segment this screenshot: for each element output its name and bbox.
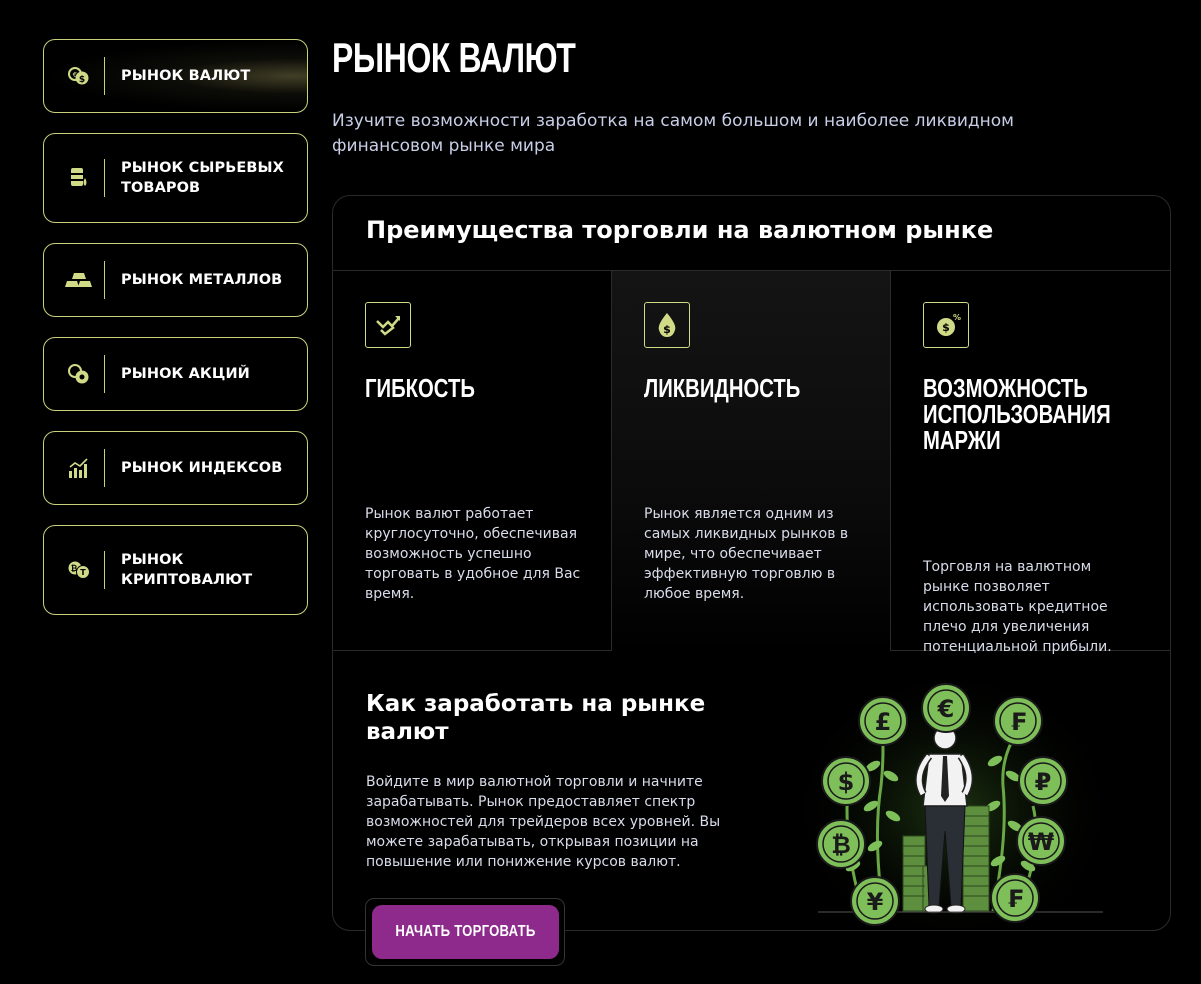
sidebar-item-metals[interactable] xyxy=(43,243,308,317)
advantage-title: ЛИКВИДНОСТЬ xyxy=(644,373,801,403)
stock-coins-icon xyxy=(68,363,90,385)
currency-coin xyxy=(1019,757,1067,805)
page-title: РЫНОК ВАЛЮТ xyxy=(332,34,576,81)
gold-bars-icon xyxy=(68,269,90,291)
sidebar-item-label: РЫНОК КРИПТОВАЛЮТ xyxy=(121,552,253,588)
svg-text:€: € xyxy=(72,71,78,79)
svg-text:T: T xyxy=(80,568,86,577)
svg-text:₿: ₿ xyxy=(70,564,78,573)
coin-percent-icon xyxy=(923,302,969,348)
svg-text:$: $ xyxy=(837,768,855,796)
crypto-coins-icon xyxy=(68,559,90,581)
svg-text:₿: ₿ xyxy=(831,831,851,859)
sidebar-divider xyxy=(104,551,105,589)
advantage-text: Рынок валют работает круглосуточно, обеспечивая возможность успешно торговать в удобное для Вас время. xyxy=(365,506,581,602)
svg-text:₣: ₣ xyxy=(1009,708,1027,736)
advantages-title: Преимущества торговли на валютном рынке xyxy=(366,216,994,244)
start-trading-button[interactable]: НАЧАТЬ ТОРГОВАТЬ xyxy=(372,905,559,959)
sidebar-divider xyxy=(104,449,105,487)
sidebar-divider xyxy=(104,57,105,95)
svg-text:₽: ₽ xyxy=(1034,768,1052,796)
advantage-card-flexibility xyxy=(333,271,612,651)
advantages-cards xyxy=(333,271,1170,655)
oil-barrel-icon xyxy=(68,167,90,189)
trader-illustration xyxy=(803,666,1103,928)
earn-title: Как заработать на рынке валют xyxy=(366,691,706,745)
sidebar-item-stocks[interactable] xyxy=(43,337,308,411)
advantage-card-margin xyxy=(891,271,1172,655)
cta-wrapper xyxy=(365,898,565,966)
sidebar-item-label: РЫНОК ИНДЕКСОВ xyxy=(121,460,283,476)
index-chart-icon xyxy=(68,457,90,479)
currency-coin xyxy=(994,697,1042,745)
advantage-text: Торговля на валютном рынке позволяет использовать кредитное плечо для увеличения потенциальной прибыли. xyxy=(923,559,1112,655)
svg-text:$: $ xyxy=(663,323,671,336)
advantages-panel xyxy=(332,195,1171,931)
money-drop-icon xyxy=(644,302,690,348)
sidebar-divider xyxy=(104,355,105,393)
sidebar-divider xyxy=(104,261,105,299)
currency-coin xyxy=(851,877,899,925)
advantage-title: ВОЗМОЖНОСТЬ ИСПОЛЬЗОВАНИЯ МАРЖИ xyxy=(923,373,1111,455)
currency-coin xyxy=(859,697,907,745)
sidebar-item-currency[interactable] xyxy=(43,39,308,113)
page-subtitle: Изучите возможности заработка на самом большом и наиболее ликвидном финансовом рынке мира xyxy=(332,111,1014,156)
sidebar-item-commodities[interactable] xyxy=(43,133,308,223)
advantage-card-liquidity xyxy=(612,271,891,651)
earn-text: Войдите в мир валютной торговли и начните зарабатывать. Рынок предоставляет спектр возможностей для трейдеров всех уровней. Вы можете зарабатывать, открывая позиции на повышение или понижение курсов валют. xyxy=(366,774,721,870)
svg-text:€: € xyxy=(937,695,955,723)
sidebar-item-label: РЫНОК АКЦИЙ xyxy=(121,366,250,382)
sidebar-item-crypto[interactable] xyxy=(43,525,308,615)
svg-text:$: $ xyxy=(78,75,86,85)
svg-text:%: % xyxy=(953,313,962,322)
advantages-header xyxy=(333,196,1170,271)
sidebar-item-label: РЫНОК СЫРЬЕВЫХ ТОВАРОВ xyxy=(121,160,284,196)
currency-coin xyxy=(822,757,870,805)
currency-coin xyxy=(922,684,970,732)
svg-text:¥: ¥ xyxy=(866,888,884,916)
svg-text:₩: ₩ xyxy=(1027,828,1055,856)
svg-text:$: $ xyxy=(942,321,950,334)
coins-exchange-icon xyxy=(68,65,90,87)
sidebar-item-label: РЫНОК ВАЛЮТ xyxy=(121,68,251,84)
sidebar-item-label: РЫНОК МЕТАЛЛОВ xyxy=(121,272,283,288)
currency-coin xyxy=(1017,817,1065,865)
growth-check-icon xyxy=(365,302,411,348)
advantage-title: ГИБКОСТЬ xyxy=(365,373,475,403)
currency-coin xyxy=(817,820,865,868)
currency-coin xyxy=(991,874,1039,922)
advantage-text: Рынок является одним из самых ликвидных рынков в мире, что обеспечивает эффективную торговлю в любое время. xyxy=(644,506,849,602)
sidebar-item-indices[interactable] xyxy=(43,431,308,505)
svg-text:£: £ xyxy=(874,708,892,736)
sidebar-divider xyxy=(104,159,105,197)
svg-text:₣: ₣ xyxy=(1006,885,1024,913)
